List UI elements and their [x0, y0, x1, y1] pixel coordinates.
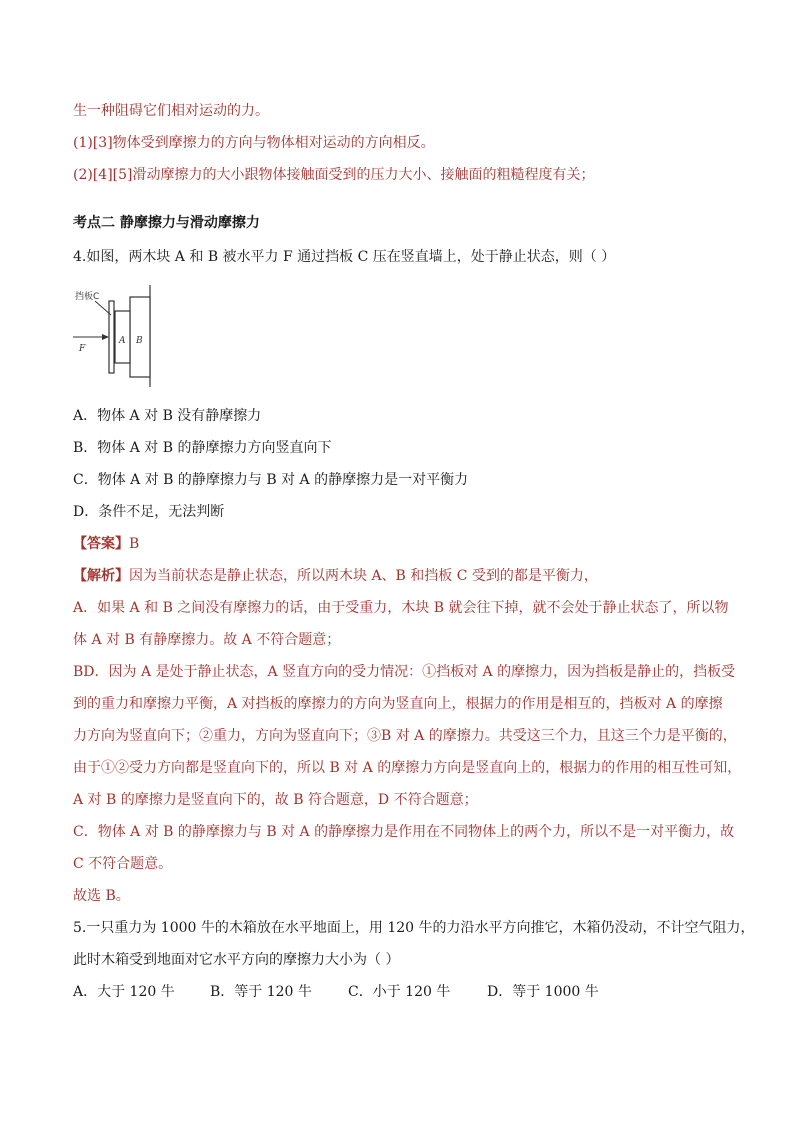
section-title: 考点二 静摩擦力与滑动摩擦力	[73, 215, 260, 231]
q5-option-b: B．等于 120 牛	[210, 984, 312, 1000]
q4-option-b: B．物体 A 对 B 的静摩擦力方向竖直向下	[73, 440, 332, 456]
analysis-line: 力方向为竖直向下；②重力，方向为竖直向下；③B 对 A 的摩擦力。共受这三个力，且这三个力是平衡的，	[73, 728, 737, 744]
q4-option-c: C．物体 A 对 B 的静摩擦力与 B 对 A 的静摩擦力是一对平衡力	[73, 472, 469, 488]
force-arrow-head	[102, 334, 109, 340]
analysis-line: 由于①②受力方向都是竖直向下的，所以 B 对 A 的摩擦力方向是竖直向上的，根据力的作用的相互性可知，	[73, 760, 742, 776]
q5-option-d: D．等于 1000 牛	[487, 984, 599, 1000]
analysis-line: 体 A 对 B 有静摩擦力。故 A 不符合题意；	[73, 632, 341, 648]
physics-figure	[73, 285, 163, 393]
answer-value: B	[129, 536, 140, 552]
question-5-stem-line-1: 5.一只重力为 1000 牛的木箱放在水平地面上，用 120 牛的力沿水平方向推它，木箱仍没动，不计空气阻力，	[73, 920, 755, 936]
question-4-stem: 4.如图，两木块 A 和 B 被水平力 F 通过挡板 C 压在竖直墙上，处于静止状态，则（ ）	[73, 249, 616, 265]
answer-tag: 【答案】	[73, 536, 129, 552]
analysis-tag: 【解析】	[73, 568, 129, 584]
block-b-label: B	[136, 336, 143, 346]
board-c-label: 挡板C	[75, 292, 100, 302]
intro-line-1: 生一种阻碍它们相对运动的力。	[73, 103, 269, 119]
board-c	[109, 301, 114, 373]
q5-option-c: C．小于 120 牛	[348, 984, 451, 1000]
force-f-label: F	[79, 344, 86, 354]
analysis-first-text: 因为当前状态是静止状态，所以两木块 A、B 和挡板 C 受到的都是平衡力，	[129, 568, 598, 584]
analysis-line: C．物体 A 对 B 的静摩擦力与 B 对 A 的静摩擦力是作用在不同物体上的两个力，所以不是一对平衡力，故	[73, 824, 735, 840]
analysis-line: BD．因为 A 是处于静止状态，A 竖直方向的受力情况：①挡板对 A 的摩擦力，因为挡板是静止的，挡板受	[73, 664, 736, 680]
analysis-first-line	[73, 565, 598, 587]
block-a-label: A	[119, 336, 126, 346]
analysis-line: A．如果 A 和 B 之间没有摩擦力的话，由于受重力，木块 B 就会往下掉，就不会处于静止状态了，所以物	[73, 600, 729, 616]
analysis-line: C 不符合题意。	[73, 856, 173, 872]
intro-line-2: (1)[3]物体受到摩擦力的方向与物体相对运动的方向相反。	[73, 135, 435, 151]
analysis-line: 到的重力和摩擦力平衡，A 对挡板的摩擦力的方向为竖直向上，根据力的作用是相互的，挡板对 A 的摩擦	[73, 696, 723, 712]
conclusion-line: 故选 B。	[73, 888, 130, 904]
q4-option-d: D．条件不足，无法判断	[73, 504, 225, 520]
answer-line	[73, 533, 139, 555]
question-5-stem-line-2: 此时木箱受到地面对它水平方向的摩擦力大小为（ ）	[73, 952, 400, 968]
analysis-line: A 对 B 的摩擦力是竖直向下的，故 B 符合题意，D 不符合题意；	[73, 792, 478, 808]
q5-option-a: A．大于 120 牛	[73, 984, 175, 1000]
figure-drawing	[73, 285, 163, 393]
intro-line-3: (2)[4][5]滑动摩擦力的大小跟物体接触面受到的压力大小、接触面的粗糙程度有关；	[73, 167, 595, 183]
q4-option-a: A．物体 A 对 B 没有静摩擦力	[73, 408, 262, 424]
